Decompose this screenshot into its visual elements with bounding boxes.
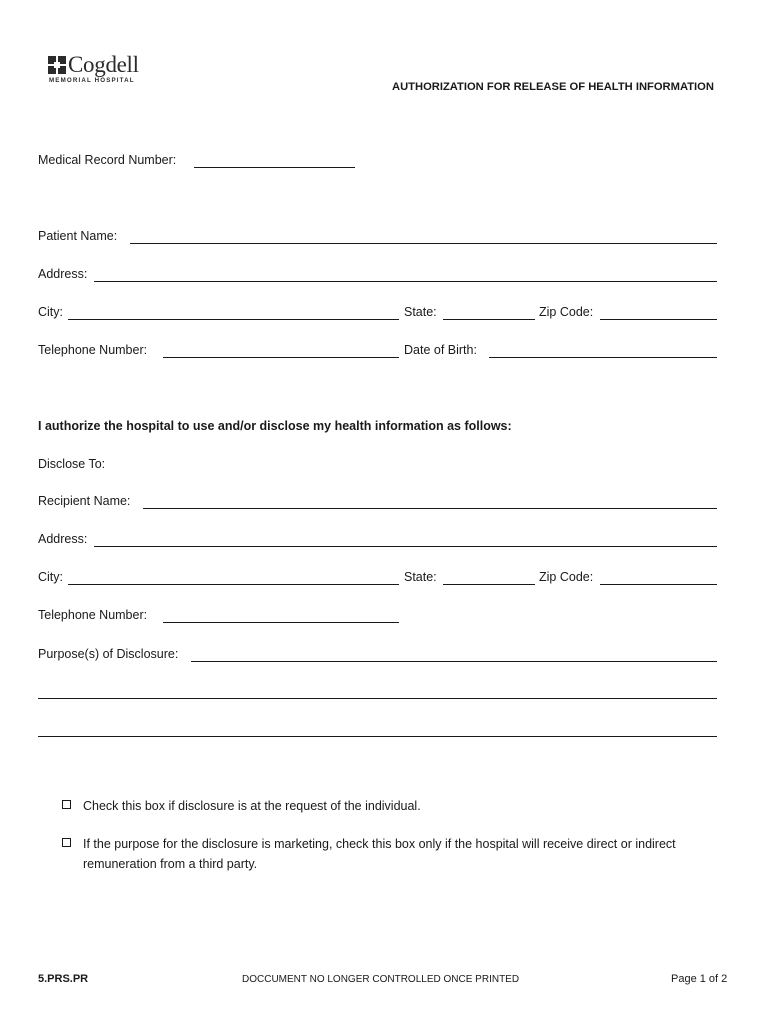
medical-record-field[interactable] <box>194 167 355 168</box>
patient-state-field[interactable] <box>443 319 535 320</box>
recipient-name-field[interactable] <box>143 508 717 509</box>
patient-address-label: Address: <box>38 267 88 281</box>
medical-record-row <box>38 153 718 173</box>
patient-city-field[interactable] <box>68 319 399 320</box>
recipient-city-row <box>38 570 718 590</box>
recipient-telephone-field[interactable] <box>163 622 399 623</box>
disclose-to-label: Disclose To: <box>38 457 106 471</box>
purpose-row <box>38 647 718 667</box>
recipient-zip-field[interactable] <box>600 584 717 585</box>
marketing-checkbox[interactable] <box>62 838 71 847</box>
form-code: 5.PRS.PR <box>38 973 89 985</box>
controlled-notice: DOCCUMENT NO LONGER CONTROLLED ONCE PRINTED <box>242 974 520 985</box>
document-title: AUTHORIZATION FOR RELEASE OF HEALTH INFORMATION <box>392 81 714 93</box>
logo-emblem-icon <box>48 56 66 74</box>
patient-telephone-row <box>38 343 718 363</box>
individual-request-checkbox[interactable] <box>62 800 71 809</box>
patient-telephone-field[interactable] <box>163 357 399 358</box>
recipient-city-field[interactable] <box>68 584 399 585</box>
purpose-label: Purpose(s) of Disclosure: <box>38 647 179 661</box>
patient-name-label: Patient Name: <box>38 229 118 243</box>
recipient-zip-label: Zip Code: <box>539 570 594 584</box>
hospital-logo <box>48 52 168 88</box>
patient-name-row <box>38 229 718 249</box>
recipient-city-label: City: <box>38 570 63 584</box>
patient-address-row <box>38 267 718 287</box>
patient-name-field[interactable] <box>130 243 717 244</box>
patient-state-label: State: <box>404 305 437 319</box>
recipient-name-row <box>38 494 718 514</box>
page-number: Page 1 of 2 <box>671 973 728 985</box>
individual-request-text: Check this box if disclosure is at the request of the individual. <box>83 799 421 813</box>
marketing-text: If the purpose for the disclosure is marketing, check this box only if the hospital will receive direct or indirect remuneration from a third party. <box>83 837 676 871</box>
recipient-state-field[interactable] <box>443 584 535 585</box>
recipient-address-label: Address: <box>38 532 88 546</box>
patient-address-field[interactable] <box>94 281 717 282</box>
patient-city-label: City: <box>38 305 63 319</box>
recipient-name-label: Recipient Name: <box>38 494 131 508</box>
authorization-statement: I authorize the hospital to use and/or disclose my health information as follows: <box>38 419 512 433</box>
patient-zip-label: Zip Code: <box>539 305 594 319</box>
purpose-line-3[interactable] <box>38 736 717 737</box>
dob-label: Date of Birth: <box>404 343 477 357</box>
recipient-telephone-label: Telephone Number: <box>38 608 148 622</box>
recipient-address-row <box>38 532 718 552</box>
recipient-state-label: State: <box>404 570 437 584</box>
dob-field[interactable] <box>489 357 717 358</box>
purpose-field[interactable] <box>191 661 717 662</box>
patient-zip-field[interactable] <box>600 319 717 320</box>
purpose-line-2[interactable] <box>38 698 717 699</box>
patient-telephone-label: Telephone Number: <box>38 343 148 357</box>
logo-subtitle: MEMORIAL HOSPITAL <box>49 77 135 84</box>
recipient-telephone-row <box>38 608 718 628</box>
patient-city-row <box>38 305 718 325</box>
logo-name: Cogdell <box>68 52 139 77</box>
recipient-address-field[interactable] <box>94 546 717 547</box>
medical-record-label: Medical Record Number: <box>38 153 177 167</box>
